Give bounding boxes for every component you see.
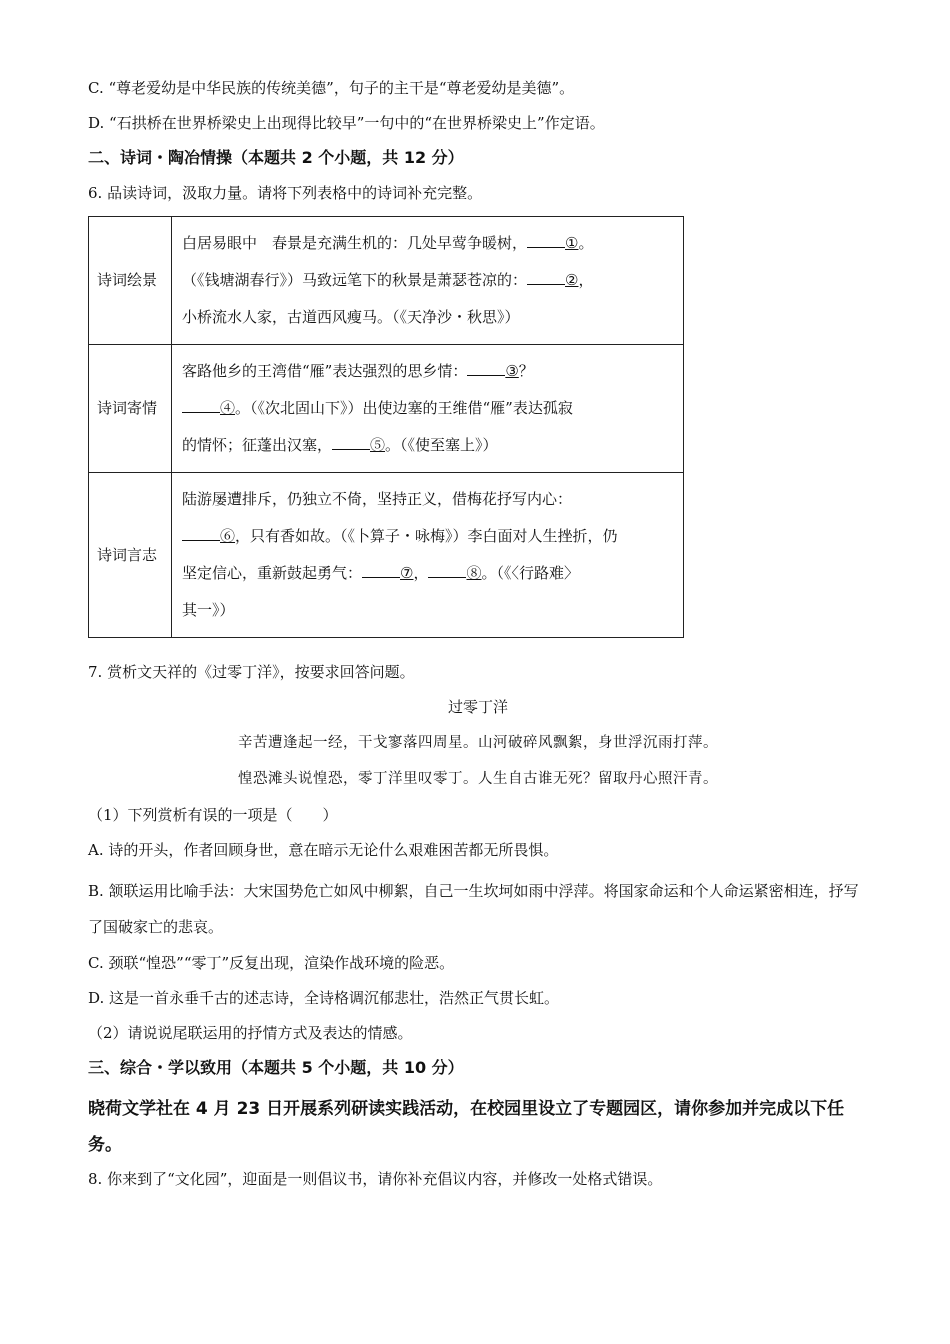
line-text: 。 xyxy=(578,234,594,252)
answer-blank[interactable] xyxy=(467,357,505,376)
line-text: ， xyxy=(413,564,429,582)
poem-line-2: 惶恐滩头说惶恐，零丁洋里叹零丁。人生自古谁无死？留取丹心照汗青。 xyxy=(238,771,718,787)
line-text: 的情怀；征蓬出汉塞， xyxy=(182,436,333,454)
line-text: （《钱塘湖春行》）马致远笔下的秋景是萧瑟苍凉的： xyxy=(182,271,528,289)
answer-blank[interactable] xyxy=(182,394,220,413)
content-line xyxy=(182,592,673,629)
line-text: ， xyxy=(578,271,594,289)
q7-sub1: （1）下列赏析有误的一项是（ ） xyxy=(88,806,338,824)
q5-option-c: C. “尊老爱幼是中华民族的传统美德”，句子的主干是“尊老爱幼是美德”。 xyxy=(88,79,575,97)
section-3-intro: 晓荷文学社在 4 月 23 日开展系列研读实践活动，在校园里设立了专题园区，请你参加并完成以下任务。 xyxy=(88,1099,845,1155)
exam-page xyxy=(88,76,868,1202)
blank-number: ④ xyxy=(220,399,236,417)
q7-stem: 7. 赏析文天祥的《过零丁洋》，按要求回答问题。 xyxy=(88,663,415,681)
answer-blank[interactable] xyxy=(428,559,466,578)
content-line xyxy=(182,353,673,390)
q7-option-b: B. 颔联运用比喻手法：大宋国势危亡如风中柳絮，自己一生坎坷如雨中浮萍。将国家命运和个人命运紧密相连，抒写了国破家亡的悲哀。 xyxy=(88,882,859,936)
q7-option-a: A. 诗的开头，作者回顾身世，意在暗示无论什么艰难困苦都无所畏惧。 xyxy=(88,841,559,859)
answer-blank[interactable] xyxy=(527,266,565,285)
content-line xyxy=(182,299,673,336)
blank-number: ⑧ xyxy=(466,564,482,582)
table-row xyxy=(89,473,684,638)
q7-option-c: C. 颈联“惶恐”“零丁”反复出现，渲染作战环境的险恶。 xyxy=(88,954,455,972)
table-row xyxy=(89,217,684,345)
q7-sub2: （2）请说说尾联运用的抒情方式及表达的情感。 xyxy=(88,1024,413,1042)
q6-stem: 6. 品读诗词，汲取力量。请将下列表格中的诗词补充完整。 xyxy=(88,184,483,202)
blank-number: ⑥ xyxy=(220,527,236,545)
table-row xyxy=(89,345,684,473)
row-label: 诗词绘景 xyxy=(89,217,172,345)
line-text: 。（《〈行路难〉 xyxy=(481,564,580,582)
section-3-heading: 三、综合・学以致用（本题共 5 个小题，共 10 分） xyxy=(88,1058,464,1077)
row-label: 诗词言志 xyxy=(89,473,172,638)
line-text: 陆游屡遭排斥，仍独立不倚，坚持正义，借梅花抒写内心： xyxy=(182,490,573,508)
row-content xyxy=(172,473,684,638)
poetry-fill-table xyxy=(88,216,684,638)
content-line xyxy=(182,427,673,464)
line-text: 其一》） xyxy=(182,601,235,619)
content-line xyxy=(182,518,673,555)
blank-number: ⑤ xyxy=(370,436,386,454)
row-content xyxy=(172,345,684,473)
poem-line-1: 辛苦遭逢起一经，干戈寥落四周星。山河破碎风飘絮，身世浮沉雨打萍。 xyxy=(238,735,718,751)
blank-number: ⑦ xyxy=(400,564,414,582)
line-text: 客路他乡的王湾借“雁”表达强烈的思乡情： xyxy=(182,362,468,380)
blank-number: ① xyxy=(565,234,579,252)
line-text: 坚定信心，重新鼓起勇气： xyxy=(182,564,363,582)
section-2-heading: 二、诗词・陶冶情操（本题共 2 个小题，共 12 分） xyxy=(88,148,464,167)
row-label: 诗词寄情 xyxy=(89,345,172,473)
content-line xyxy=(182,555,673,592)
line-text: 。（《使至塞上》） xyxy=(385,436,498,454)
row-content xyxy=(172,217,684,345)
answer-blank[interactable] xyxy=(362,559,400,578)
line-text: 小桥流水人家，古道西风瘦马。（《天净沙・秋思》） xyxy=(182,308,520,326)
line-text: ？ xyxy=(518,362,534,380)
blank-number: ② xyxy=(565,271,579,289)
content-line xyxy=(182,390,673,427)
q5-option-d: D. “石拱桥在世界桥梁史上出现得比较早”一句中的“在世界桥梁史上”作定语。 xyxy=(88,114,605,132)
q7-option-d: D. 这是一首永垂千古的述志诗，全诗格调沉郁悲壮，浩然正气贯长虹。 xyxy=(88,989,560,1007)
answer-blank[interactable] xyxy=(527,229,565,248)
answer-blank[interactable] xyxy=(332,431,370,450)
q8-stem: 8. 你来到了“文化园”，迎面是一则倡议书，请你补充倡议内容，并修改一处格式错误。 xyxy=(88,1170,663,1188)
content-line xyxy=(182,262,673,299)
line-text: 白居易眼中 春景是充满生机的：几处早莺争暖树， xyxy=(182,234,528,252)
line-text: 。（《次北固山下》）出使边塞的王维借“雁”表达孤寂 xyxy=(235,399,573,417)
answer-blank[interactable] xyxy=(182,522,220,541)
line-text: ，只有香如故。（《卜算子・咏梅》）李白面对人生挫折，仍 xyxy=(235,527,618,545)
blank-number: ③ xyxy=(505,362,519,380)
content-line xyxy=(182,481,673,518)
content-line xyxy=(182,225,673,262)
poem-title: 过零丁洋 xyxy=(447,698,508,716)
